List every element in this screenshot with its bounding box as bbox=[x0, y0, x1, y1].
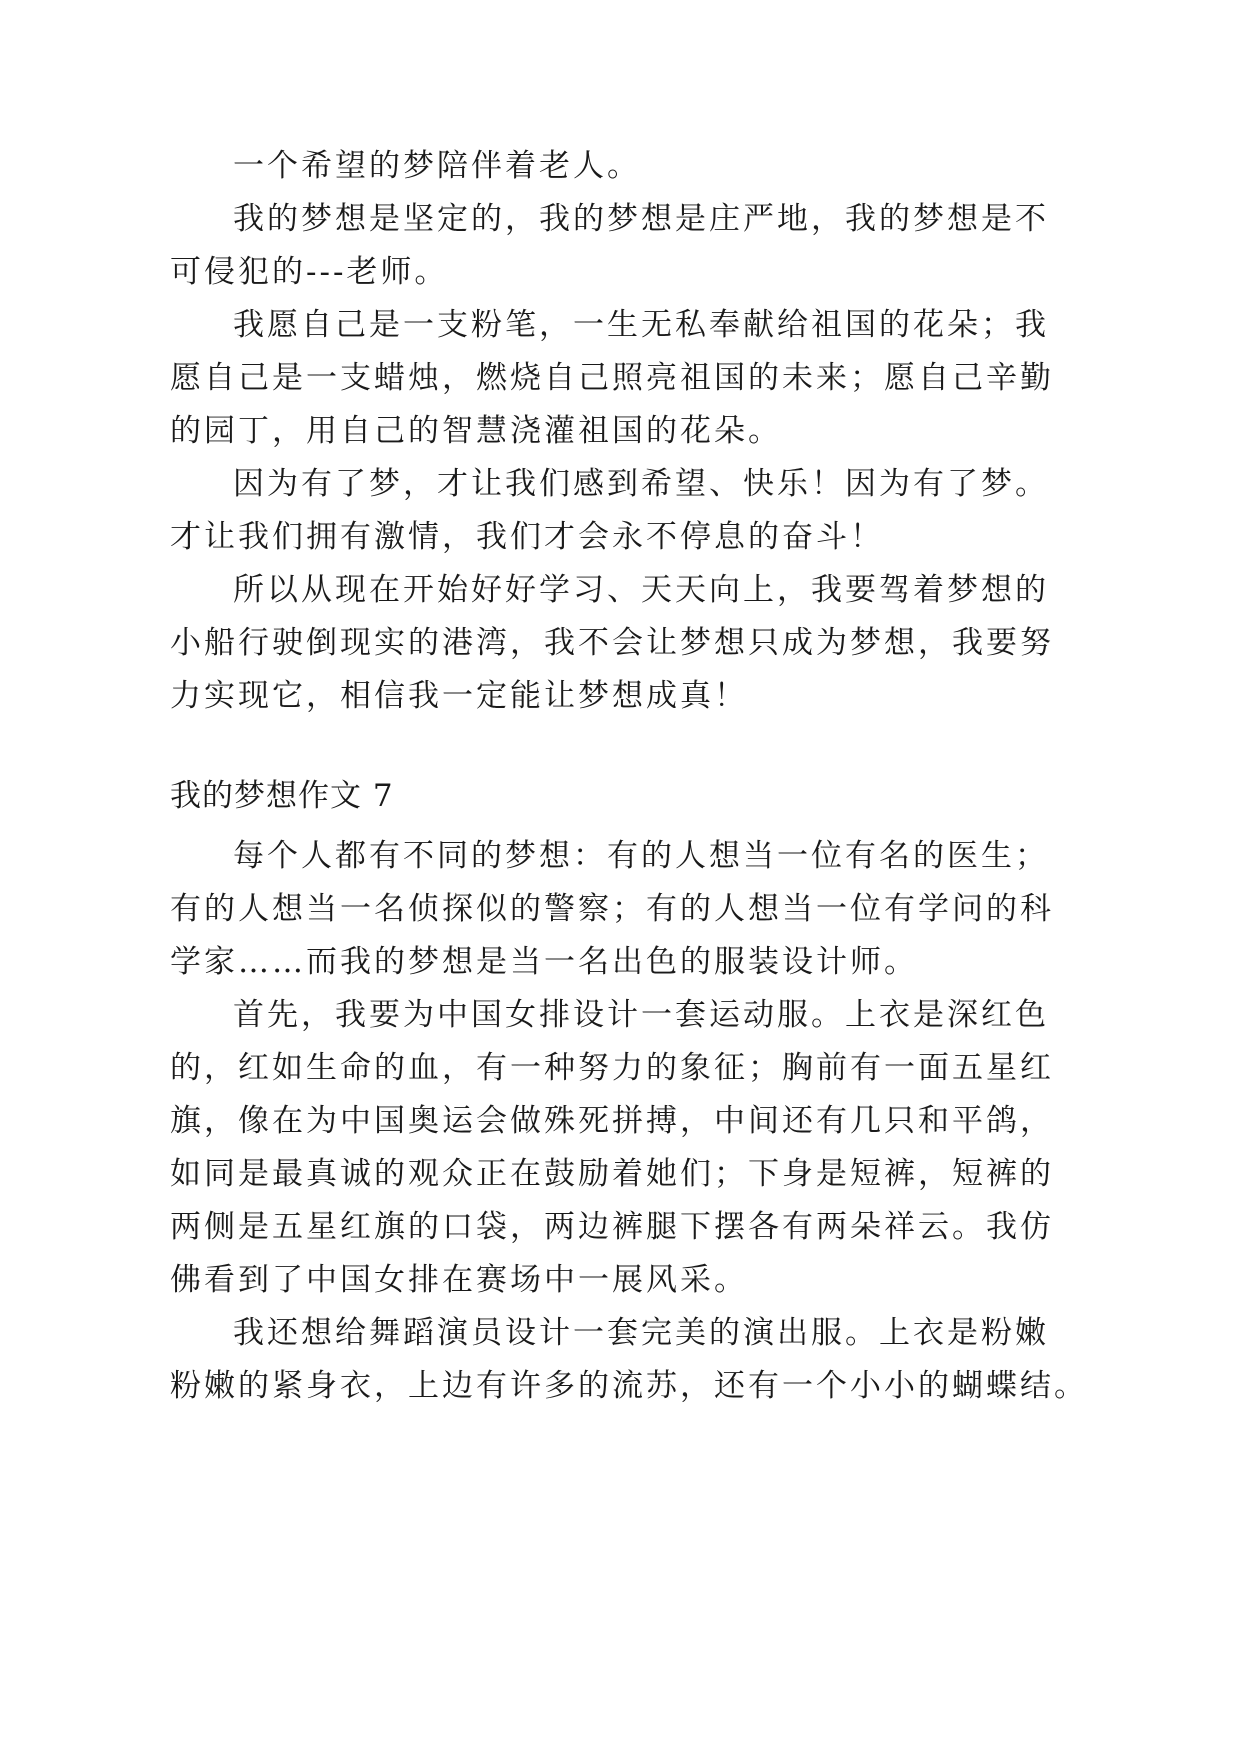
line-text: 我的梦想是坚定的，我的梦想是庄严地，我的梦想是不 bbox=[233, 201, 1049, 237]
line-text: 首先，我要为中国女排设计一套运动服。上衣是深红色 bbox=[233, 997, 1049, 1033]
line-text: 愿自己是一支蜡烛，燃烧自己照亮祖国的未来；愿自己辛勤 bbox=[170, 360, 1054, 396]
line-text: 因为有了梦，才让我们感到希望、快乐！因为有了梦。 bbox=[233, 466, 1049, 502]
line-text: 有的人想当一名侦探似的警察；有的人想当一位有学问的科 bbox=[170, 891, 1054, 927]
line-text: 的，红如生命的血，有一种努力的象征；胸前有一面五星红 bbox=[170, 1050, 1054, 1086]
line-text: 所以从现在开始好好学习、天天向上，我要驾着梦想的 bbox=[233, 572, 1049, 608]
line-text: 两侧是五星红旗的口袋，两边裤腿下摆各有两朵祥云。我仿 bbox=[170, 1209, 1054, 1245]
line-text: 学家……而我的梦想是当一名出色的服装设计师。 bbox=[170, 944, 918, 980]
line-text: 一个希望的梦陪伴着老人。 bbox=[233, 148, 641, 184]
line-text: 小船行驶倒现实的港湾，我不会让梦想只成为梦想，我要努 bbox=[170, 625, 1054, 661]
line-text: 旗，像在为中国奥运会做殊死拼搏，中间还有几只和平鸽， bbox=[170, 1103, 1054, 1139]
line-text: 每个人都有不同的梦想：有的人想当一位有名的医生； bbox=[233, 838, 1049, 874]
line-text: 我还想给舞蹈演员设计一套完美的演出服。上衣是粉嫩 bbox=[233, 1315, 1049, 1351]
line-text: 的园丁，用自己的智慧浇灌祖国的花朵。 bbox=[170, 413, 782, 449]
line-text: 粉嫩的紧身衣，上边有许多的流苏，还有一个小小的蝴蝶结。 bbox=[170, 1368, 1088, 1404]
line-text: 才让我们拥有激情，我们才会永不停息的奋斗！ bbox=[170, 519, 884, 555]
line-text: 力实现它，相信我一定能让梦想成真！ bbox=[170, 678, 748, 714]
line-text: 我愿自己是一支粉笔，一生无私奉献给祖国的花朵；我 bbox=[233, 307, 1049, 343]
line-text: 如同是最真诚的观众正在鼓励着她们；下身是短裤，短裤的 bbox=[170, 1156, 1054, 1192]
line-text: 佛看到了中国女排在赛场中一展风采。 bbox=[170, 1262, 748, 1298]
line-text: 可侵犯的---老师。 bbox=[170, 254, 449, 290]
heading-text: 我的梦想作文 7 bbox=[170, 778, 394, 814]
